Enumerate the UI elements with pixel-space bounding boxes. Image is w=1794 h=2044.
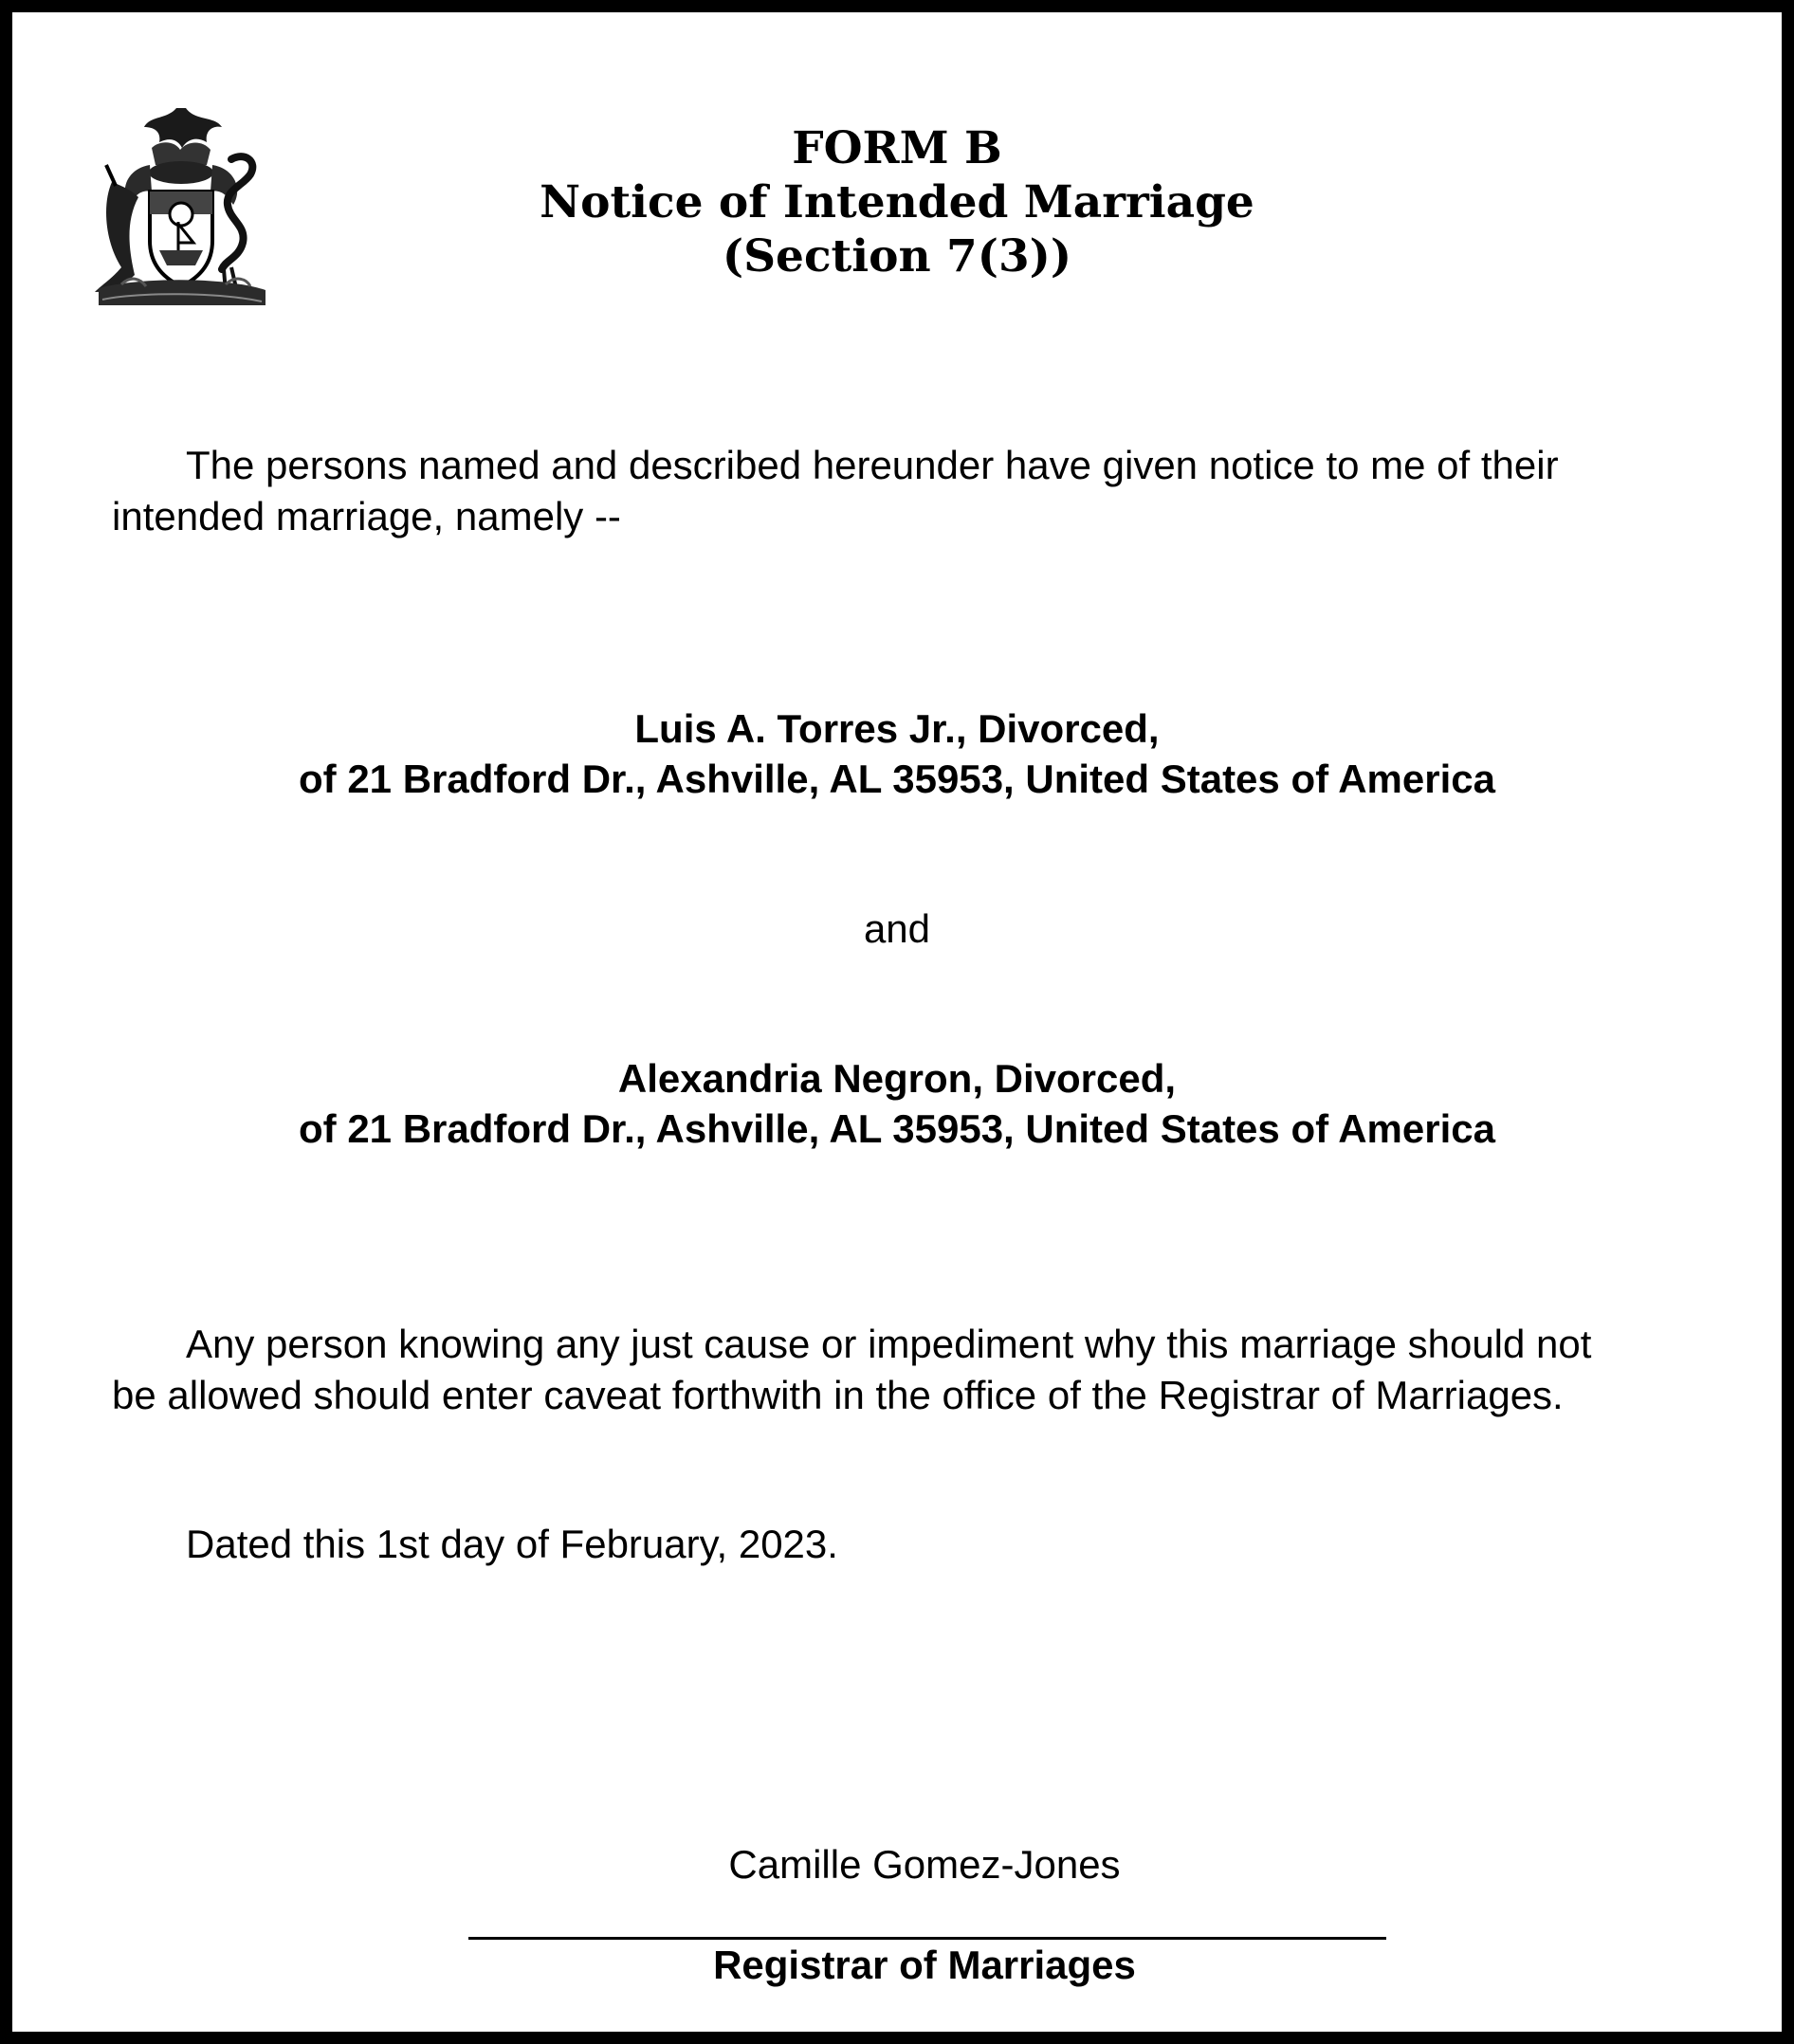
intro-line-2: intended marriage, namely --: [112, 494, 621, 538]
party-one: [0, 703, 1794, 804]
caveat-line-2: be allowed should enter caveat forthwith in the office of the Registrar of Marriages.: [112, 1373, 1564, 1417]
form-subtitle: Notice of Intended Marriage: [540, 176, 1254, 228]
conjunction-and: and: [863, 906, 931, 951]
caveat-line-1: Any person knowing any just cause or impediment why this marriage should not: [186, 1322, 1592, 1366]
dated-text: Dated this 1st day of February, 2023.: [186, 1522, 838, 1566]
dated-line: [112, 1519, 1724, 1570]
caveat-paragraph: [112, 1319, 1724, 1421]
party-two-name: Alexandria Negron, Divorced,: [617, 1056, 1177, 1101]
form-section: (Section 7(3)): [722, 230, 1072, 283]
party-one-address: of 21 Bradford Dr., Ashville, AL 35953, United States of America: [299, 757, 1495, 801]
party-two: [0, 1053, 1794, 1154]
registrar-name: Camille Gomez-Jones: [728, 1842, 1121, 1887]
intro-paragraph: [112, 440, 1724, 542]
registrar-title: Registrar of Marriages: [713, 1943, 1136, 1987]
intro-line-1: The persons named and described hereunder have given notice to me of their: [186, 443, 1559, 487]
form-title: FORM B: [792, 122, 1002, 174]
form-header: [0, 121, 1794, 283]
party-one-name: Luis A. Torres Jr., Divorced,: [634, 706, 1160, 751]
party-two-address: of 21 Bradford Dr., Ashville, AL 35953, United States of America: [299, 1106, 1495, 1151]
